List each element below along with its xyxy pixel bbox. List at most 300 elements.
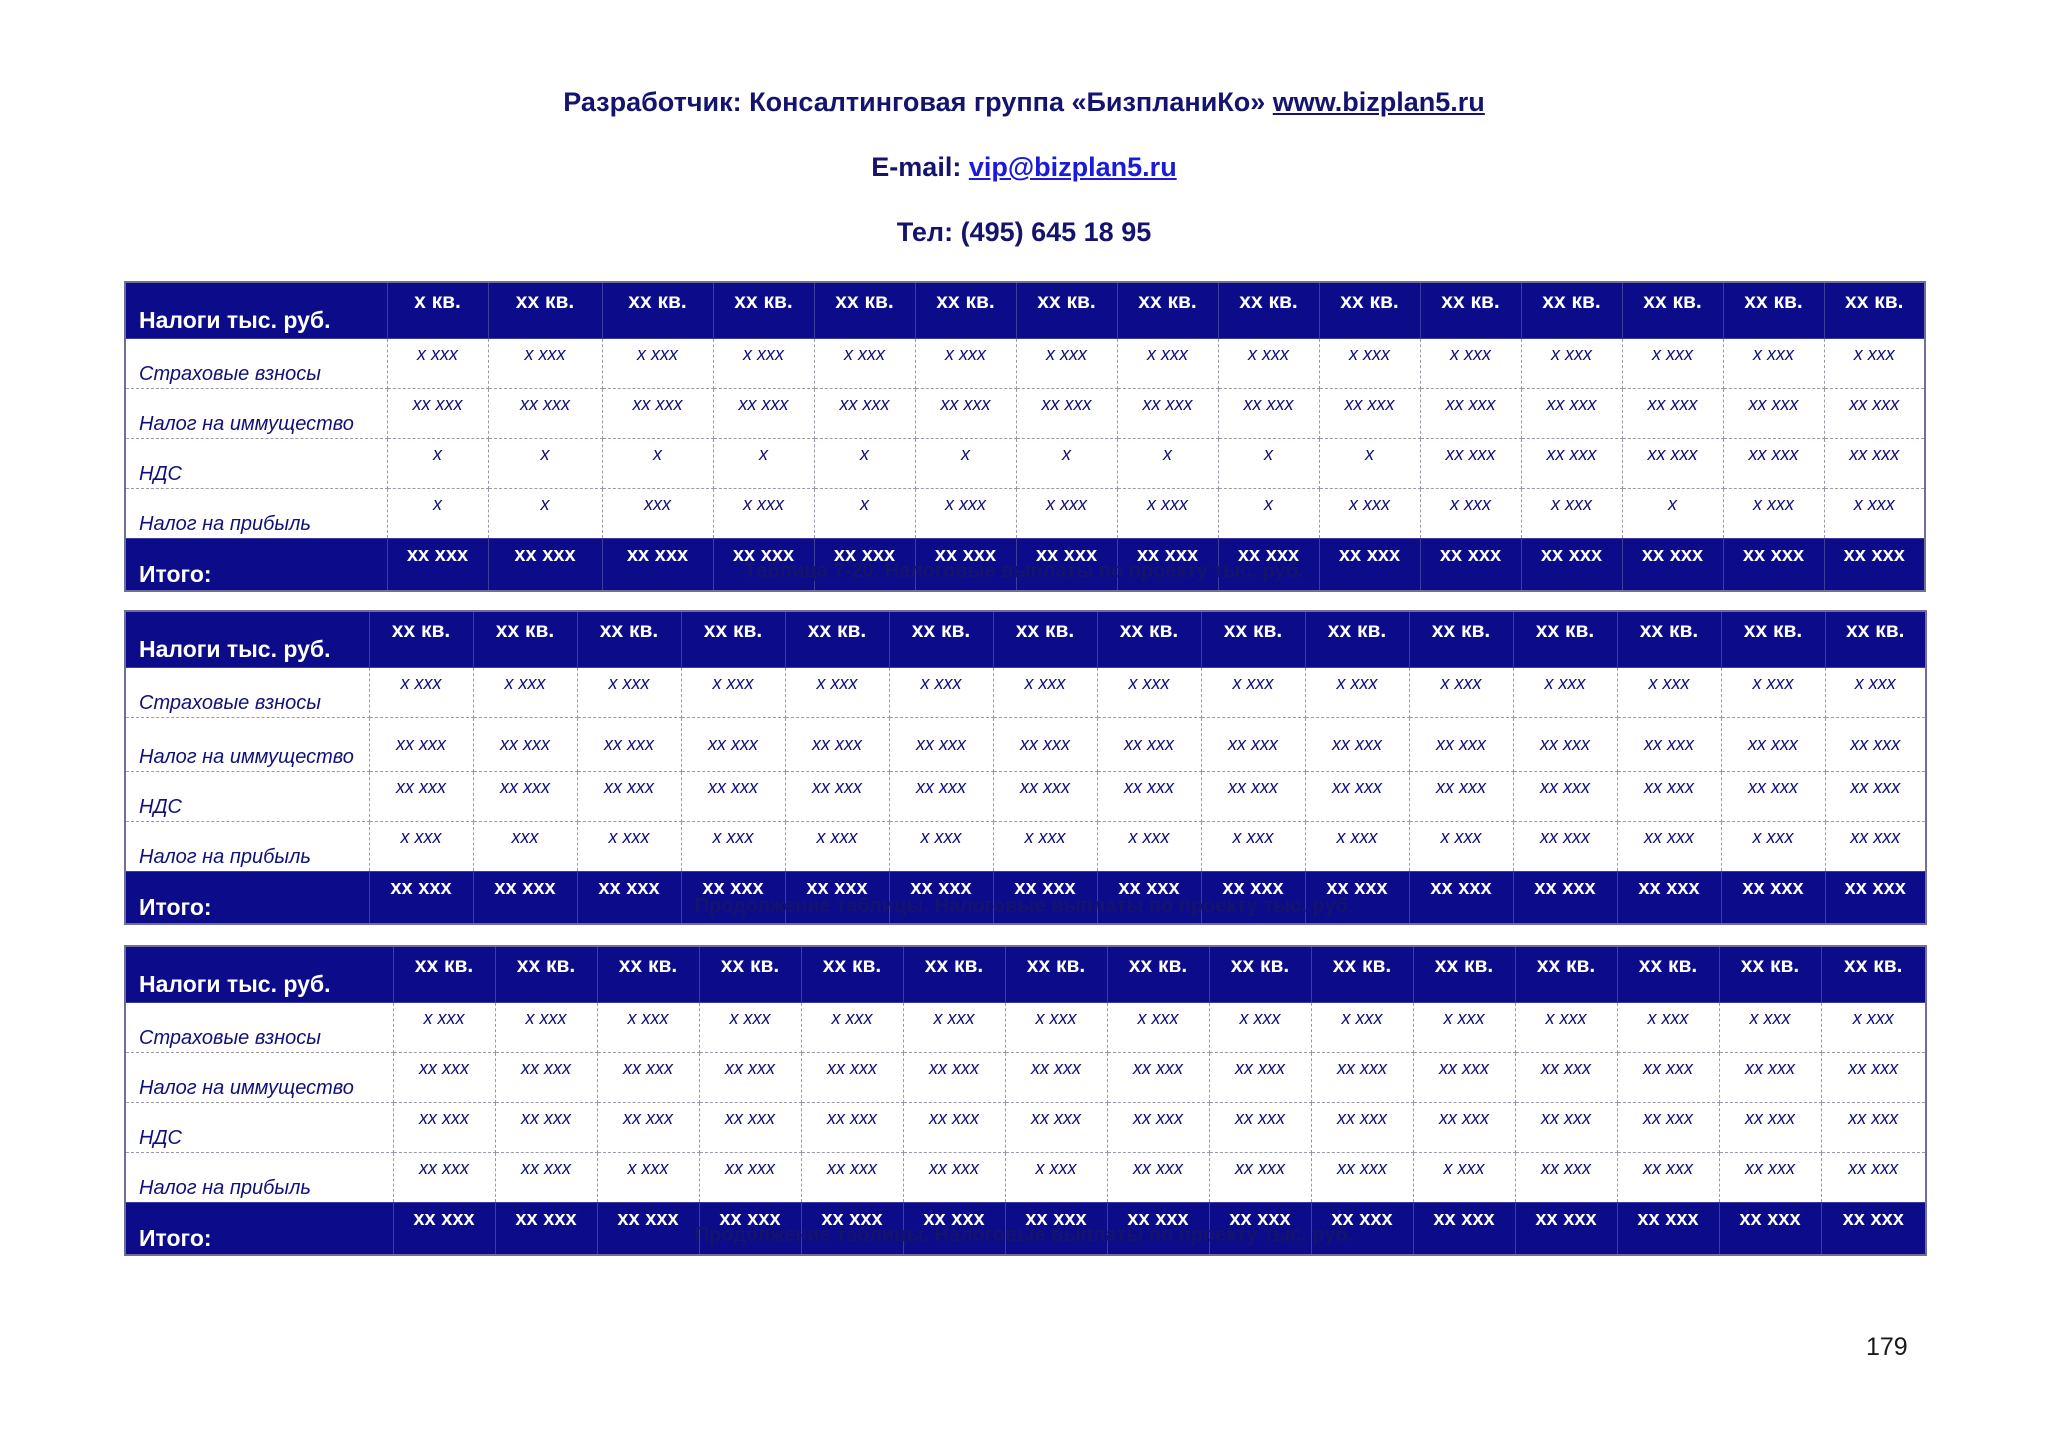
table-cell: xx xxx xyxy=(1617,1153,1719,1203)
table-cell: x xxx xyxy=(814,339,915,389)
quarter-header: xx кв. xyxy=(369,611,473,668)
table-cell: x xxx xyxy=(903,1003,1005,1053)
email-label: E-mail: xyxy=(871,152,969,182)
table-cell: xx xxx xyxy=(1107,1103,1209,1153)
table-cell: xx xxx xyxy=(1420,439,1521,489)
table-cell: xx xxx xyxy=(1622,439,1723,489)
row-label: Налог на прибыль xyxy=(125,1153,393,1203)
quarter-header: xx кв. xyxy=(1513,611,1617,668)
table-cell: xx xxx xyxy=(1005,1103,1107,1153)
table-cell: x xxx xyxy=(785,668,889,718)
quarter-header: xx кв. xyxy=(903,946,1005,1003)
table-row xyxy=(125,1003,1926,1053)
table-cell: xx xxx xyxy=(1311,1153,1413,1203)
table-cell: xx xxx xyxy=(681,718,785,772)
table-cell: xx xxx xyxy=(785,772,889,822)
table-cell: xx xxx xyxy=(1617,718,1721,772)
table-cell: x xxx xyxy=(602,339,713,389)
total-cell: xx xxx xyxy=(713,539,814,592)
row-label: Налог на иммущество xyxy=(125,1053,393,1103)
table-cell: x xxx xyxy=(1420,489,1521,539)
total-cell: xx xxx xyxy=(993,872,1097,925)
quarter-header: xx кв. xyxy=(495,946,597,1003)
table-cell: x xxx xyxy=(1311,1003,1413,1053)
table-cell: xx xxx xyxy=(1821,1103,1926,1153)
table-row xyxy=(125,439,1925,489)
table-cell: x xyxy=(488,489,602,539)
row-label: Страховые взносы xyxy=(125,1003,393,1053)
total-cell: xx xxx xyxy=(801,1203,903,1256)
table-cell: x xxx xyxy=(369,822,473,872)
table-cell: xx xxx xyxy=(393,1103,495,1153)
table-cell: x xxx xyxy=(1723,489,1824,539)
total-cell: xx xxx xyxy=(1117,539,1218,592)
total-cell: xx xxx xyxy=(1016,539,1117,592)
total-cell: xx xxx xyxy=(1719,1203,1821,1256)
table-cell: x xxx xyxy=(713,489,814,539)
table-cell: xx xxx xyxy=(369,772,473,822)
table-cell: xx xxx xyxy=(473,772,577,822)
table-cell: xx xxx xyxy=(1821,1053,1926,1103)
table-cell: xx xxx xyxy=(1201,772,1305,822)
table-cell: x xxx xyxy=(1409,668,1513,718)
table-cell: x xxx xyxy=(1016,489,1117,539)
table-cell: xx xxx xyxy=(1824,389,1925,439)
table-cell: x xyxy=(814,439,915,489)
quarter-header: xx кв. xyxy=(1821,946,1926,1003)
table-cell: xx xxx xyxy=(903,1153,1005,1203)
table-row xyxy=(125,389,1925,439)
table-cell: x xxx xyxy=(699,1003,801,1053)
table-cell: xx xxx xyxy=(369,718,473,772)
table-cell: xx xxx xyxy=(597,1053,699,1103)
total-cell: xx xxx xyxy=(1413,1203,1515,1256)
quarter-header: xx кв. xyxy=(713,282,814,339)
table-cell: xx xxx xyxy=(1413,1103,1515,1153)
table-row xyxy=(125,1053,1926,1103)
developer-line xyxy=(0,87,2048,118)
table-cell: xx xxx xyxy=(1521,389,1622,439)
total-cell: xx xxx xyxy=(915,539,1016,592)
total-cell: xx xxx xyxy=(1521,539,1622,592)
table-cell: xx xxx xyxy=(1097,772,1201,822)
table-cell: x xxx xyxy=(1723,339,1824,389)
table-cell: xx xxx xyxy=(1719,1053,1821,1103)
table-cell: xx xxx xyxy=(1515,1103,1617,1153)
table-cell: xx xxx xyxy=(889,718,993,772)
total-cell: xx xxx xyxy=(1097,872,1201,925)
table-cell: xx xxx xyxy=(488,389,602,439)
total-cell: xx xxx xyxy=(1311,1203,1413,1256)
table-cell: xx xxx xyxy=(1825,718,1926,772)
table-cell: xx xxx xyxy=(1513,718,1617,772)
table-cell: xx xxx xyxy=(1311,1053,1413,1103)
quarter-header: xx кв. xyxy=(1311,946,1413,1003)
quarter-header: xx кв. xyxy=(1201,611,1305,668)
table-cell: x xyxy=(1218,489,1319,539)
table-cell: xx xxx xyxy=(1721,772,1825,822)
table-cell: xxx xyxy=(602,489,713,539)
quarter-header: xx кв. xyxy=(577,611,681,668)
total-cell: xx xxx xyxy=(699,1203,801,1256)
table-cell: x xxx xyxy=(1218,339,1319,389)
table-cell: xx xxx xyxy=(1107,1053,1209,1103)
table-cell: xx xxx xyxy=(1521,439,1622,489)
total-cell: xx xxx xyxy=(1721,872,1825,925)
quarter-header: xx кв. xyxy=(1107,946,1209,1003)
table-cell: xx xxx xyxy=(1617,1103,1719,1153)
table-cell: x xxx xyxy=(473,668,577,718)
total-label: Итого: xyxy=(125,872,369,925)
table-cell: xx xxx xyxy=(1825,822,1926,872)
total-cell: xx xxx xyxy=(1409,872,1513,925)
table-cell: xx xxx xyxy=(1420,389,1521,439)
table-cell: x xxx xyxy=(597,1003,699,1053)
table-caption: Продолжение таблицы. Налоговые выплаты по проекту тыс. руб. xyxy=(694,1224,1354,1246)
table-cell: x xxx xyxy=(1319,489,1420,539)
row-label: Налог на иммущество xyxy=(125,718,369,772)
table-cell: xx xxx xyxy=(801,1153,903,1203)
table-cell: x xxx xyxy=(889,668,993,718)
quarter-header: xx кв. xyxy=(473,611,577,668)
table-cell: x xxx xyxy=(1016,339,1117,389)
row-label: НДС xyxy=(125,439,387,489)
row-header-label: Налоги тыс. руб. xyxy=(125,611,369,668)
quarter-header: xx кв. xyxy=(1521,282,1622,339)
total-cell: xx xxx xyxy=(1821,1203,1926,1256)
table-cell: x xxx xyxy=(1319,339,1420,389)
table-cell: x xxx xyxy=(1201,668,1305,718)
table-cell: x xxx xyxy=(1201,822,1305,872)
row-header-label: Налоги тыс. руб. xyxy=(125,282,387,339)
table-cell: x xyxy=(387,489,488,539)
table-cell: x xxx xyxy=(577,668,681,718)
quarter-header: xx кв. xyxy=(699,946,801,1003)
row-label: Страховые взносы xyxy=(125,668,369,718)
quarter-header: xx кв. xyxy=(1622,282,1723,339)
quarter-header: xx кв. xyxy=(1617,611,1721,668)
quarter-header: xx кв. xyxy=(1413,946,1515,1003)
table-cell: xx xxx xyxy=(1209,1103,1311,1153)
table-cell: xx xxx xyxy=(1515,1153,1617,1203)
total-cell: xx xxx xyxy=(681,872,785,925)
quarter-header: xx кв. xyxy=(1721,611,1825,668)
table-cell: x xxx xyxy=(1097,668,1201,718)
row-label: Налог на прибыль xyxy=(125,489,387,539)
table-cell: x xxx xyxy=(1107,1003,1209,1053)
email-link[interactable]: vip@bizplan5.ru xyxy=(968,152,1177,182)
total-cell: xx xxx xyxy=(1305,872,1409,925)
table-cell: xx xxx xyxy=(495,1053,597,1103)
table-cell: xx xxx xyxy=(1305,772,1409,822)
total-cell: xx xxx xyxy=(785,872,889,925)
quarter-header: xx кв. xyxy=(1617,946,1719,1003)
table-cell: x xxx xyxy=(1825,668,1926,718)
table-cell: xx xxx xyxy=(889,772,993,822)
table-cell: xx xxx xyxy=(1218,389,1319,439)
table-cell: xx xxx xyxy=(1107,1153,1209,1203)
table-caption: Таблица 7-20. Налоговые выплаты по проекту тыс. руб. xyxy=(744,560,1304,582)
table-cell: x xyxy=(814,489,915,539)
table-row xyxy=(125,718,1926,772)
table-cell: x xxx xyxy=(577,822,681,872)
row-label: НДС xyxy=(125,772,369,822)
table-cell: x xyxy=(488,439,602,489)
table-cell: xx xxx xyxy=(473,718,577,772)
total-cell: xx xxx xyxy=(1209,1203,1311,1256)
tax-table-3 xyxy=(124,945,1927,1256)
table-cell: xx xxx xyxy=(387,389,488,439)
table-cell: xx xxx xyxy=(1515,1053,1617,1103)
table-cell: xx xxx xyxy=(1723,439,1824,489)
quarter-header: xx кв. xyxy=(1319,282,1420,339)
quarter-header: xx кв. xyxy=(488,282,602,339)
total-cell: xx xxx xyxy=(903,1203,1005,1256)
row-label: НДС xyxy=(125,1103,393,1153)
table-cell: x xxx xyxy=(1521,489,1622,539)
quarter-header: xx кв. xyxy=(889,611,993,668)
row-label: Налог на иммущество xyxy=(125,389,387,439)
table-cell: x xxx xyxy=(1824,489,1925,539)
table-caption: Продолжение таблицы. Налоговые выплаты по проекту тыс. руб. xyxy=(694,895,1354,917)
total-cell: xx xxx xyxy=(1825,872,1926,925)
table-cell: xx xxx xyxy=(577,718,681,772)
table-cell: x xyxy=(1319,439,1420,489)
table-cell: xx xxx xyxy=(1824,439,1925,489)
table-cell: xx xxx xyxy=(1513,822,1617,872)
table-cell: x xxx xyxy=(1117,339,1218,389)
quarter-header: xx кв. xyxy=(1218,282,1319,339)
total-cell: xx xxx xyxy=(488,539,602,592)
table-cell: xx xxx xyxy=(699,1053,801,1103)
table-cell: x xxx xyxy=(369,668,473,718)
quarter-header: xx кв. xyxy=(602,282,713,339)
total-cell: xx xxx xyxy=(1617,1203,1719,1256)
table-cell: xx xxx xyxy=(1413,1053,1515,1103)
total-cell: xx xxx xyxy=(1515,1203,1617,1256)
total-cell: xx xxx xyxy=(1201,872,1305,925)
total-cell: xx xxx xyxy=(387,539,488,592)
table-cell: xx xxx xyxy=(713,389,814,439)
table-cell: xx xxx xyxy=(1821,1153,1926,1203)
table-row xyxy=(125,1153,1926,1203)
table-cell: x xyxy=(1218,439,1319,489)
total-cell: xx xxx xyxy=(473,872,577,925)
quarter-header: x кв. xyxy=(387,282,488,339)
row-label: Страховые взносы xyxy=(125,339,387,389)
quarter-header: xx кв. xyxy=(1097,611,1201,668)
quarter-header: xx кв. xyxy=(1409,611,1513,668)
table-cell: xx xxx xyxy=(1319,389,1420,439)
quarter-header: xx кв. xyxy=(1723,282,1824,339)
table-cell: xx xxx xyxy=(1209,1053,1311,1103)
phone-line: Тел: (495) 645 18 95 xyxy=(896,217,1152,247)
table-cell: x xxx xyxy=(1097,822,1201,872)
table-cell: x xxx xyxy=(889,822,993,872)
total-cell: xx xxx xyxy=(369,872,473,925)
table-cell: xx xxx xyxy=(903,1103,1005,1153)
total-cell: xx xxx xyxy=(597,1203,699,1256)
table-cell: x xxx xyxy=(1005,1153,1107,1203)
table-cell: x xxx xyxy=(1413,1003,1515,1053)
quarter-header: xx кв. xyxy=(785,611,889,668)
table-cell: x xxx xyxy=(393,1003,495,1053)
quarter-header: xx кв. xyxy=(1209,946,1311,1003)
total-cell: xx xxx xyxy=(1622,539,1723,592)
total-cell: xx xxx xyxy=(814,539,915,592)
table-cell: x xxx xyxy=(1721,668,1825,718)
table-cell: x xxx xyxy=(1005,1003,1107,1053)
table-cell: x xyxy=(915,439,1016,489)
total-cell: xx xxx xyxy=(889,872,993,925)
table-cell: x xyxy=(602,439,713,489)
quarter-header: xx кв. xyxy=(801,946,903,1003)
table-cell: xx xxx xyxy=(993,718,1097,772)
website-link[interactable]: www.bizplan5.ru xyxy=(1272,87,1485,117)
table-row xyxy=(125,772,1926,822)
quarter-header: xx кв. xyxy=(681,611,785,668)
table-cell: xx xxx xyxy=(1016,389,1117,439)
page-number: 179 xyxy=(1866,1333,1908,1361)
total-cell: xx xxx xyxy=(602,539,713,592)
total-cell: xx xxx xyxy=(1319,539,1420,592)
table-cell: xx xxx xyxy=(597,1103,699,1153)
total-cell: xx xxx xyxy=(577,872,681,925)
table-cell: x xxx xyxy=(1305,822,1409,872)
total-cell: xx xxx xyxy=(1723,539,1824,592)
total-label: Итого: xyxy=(125,1203,393,1256)
table-cell: x xxx xyxy=(1209,1003,1311,1053)
table-cell: xx xxx xyxy=(1209,1153,1311,1203)
table-cell: xx xxx xyxy=(699,1103,801,1153)
email-line xyxy=(0,152,2048,183)
quarter-header: xx кв. xyxy=(1005,946,1107,1003)
table-cell: x xxx xyxy=(801,1003,903,1053)
table-cell: xx xxx xyxy=(602,389,713,439)
table-cell: xx xxx xyxy=(577,772,681,822)
table-cell: x xxx xyxy=(1305,668,1409,718)
table-header-row xyxy=(125,611,1926,668)
table-cell: x xxx xyxy=(785,822,889,872)
table-cell: xx xxx xyxy=(1617,1053,1719,1103)
table-cell: xx xxx xyxy=(1723,389,1824,439)
table-cell: x xxx xyxy=(1521,339,1622,389)
table-cell: xx xxx xyxy=(1721,718,1825,772)
table-row xyxy=(125,489,1925,539)
table-cell: x xxx xyxy=(1420,339,1521,389)
table-cell: xx xxx xyxy=(1005,1053,1107,1103)
table-cell: x xxx xyxy=(681,668,785,718)
table-cell: xx xxx xyxy=(1719,1153,1821,1203)
table-header-row xyxy=(125,946,1926,1003)
table-cell: xx xxx xyxy=(1409,772,1513,822)
table-header-row xyxy=(125,282,1925,339)
table-cell: x xxx xyxy=(488,339,602,389)
table-cell: x xxx xyxy=(1413,1153,1515,1203)
table-cell: x xyxy=(1622,489,1723,539)
table-cell: x xxx xyxy=(915,339,1016,389)
table-cell: x xxx xyxy=(1117,489,1218,539)
tax-table-1 xyxy=(124,281,1926,592)
table-cell: xx xxx xyxy=(1622,389,1723,439)
quarter-header: xx кв. xyxy=(1117,282,1218,339)
table-cell: xx xxx xyxy=(1825,772,1926,822)
tax-table-2 xyxy=(124,610,1927,925)
table-cell: xx xxx xyxy=(1097,718,1201,772)
quarter-header: xx кв. xyxy=(814,282,915,339)
table-cell: x xyxy=(1016,439,1117,489)
table-cell: xx xxx xyxy=(785,718,889,772)
table-cell: x xxx xyxy=(1409,822,1513,872)
table-cell: xx xxx xyxy=(993,772,1097,822)
table-cell: x xxx xyxy=(993,668,1097,718)
developer-text: Разработчик: Консалтинговая группа «БизпланиКо» xyxy=(563,87,1273,117)
table-cell: x xxx xyxy=(915,489,1016,539)
table-cell: x xxx xyxy=(1617,1003,1719,1053)
total-cell: xx xxx xyxy=(1107,1203,1209,1256)
total-cell: xx xxx xyxy=(495,1203,597,1256)
table-cell: xx xxx xyxy=(1201,718,1305,772)
table-cell: x xxx xyxy=(1513,668,1617,718)
table-cell: x xyxy=(1117,439,1218,489)
table-row xyxy=(125,339,1925,389)
total-cell: xx xxx xyxy=(1218,539,1319,592)
table-cell: x xxx xyxy=(1617,668,1721,718)
table-cell: xx xxx xyxy=(495,1153,597,1203)
table-cell: x xyxy=(713,439,814,489)
quarter-header: xx кв. xyxy=(1016,282,1117,339)
table-cell: xx xxx xyxy=(1117,389,1218,439)
table-row xyxy=(125,668,1926,718)
table-cell: xx xxx xyxy=(393,1053,495,1103)
quarter-header: xx кв. xyxy=(597,946,699,1003)
table-cell: x xxx xyxy=(993,822,1097,872)
table-row xyxy=(125,1103,1926,1153)
table-cell: xx xxx xyxy=(681,772,785,822)
total-cell: xx xxx xyxy=(1617,872,1721,925)
table-cell: xx xxx xyxy=(495,1103,597,1153)
table-cell: xx xxx xyxy=(1311,1103,1413,1153)
table-cell: xx xxx xyxy=(1719,1103,1821,1153)
total-cell: xx xxx xyxy=(1420,539,1521,592)
table-cell: x xxx xyxy=(387,339,488,389)
table-cell: xx xxx xyxy=(1409,718,1513,772)
table-cell: x xxx xyxy=(1824,339,1925,389)
table-cell: x xxx xyxy=(495,1003,597,1053)
quarter-header: xx кв. xyxy=(1420,282,1521,339)
quarter-header: xx кв. xyxy=(1515,946,1617,1003)
table-cell: x xxx xyxy=(1515,1003,1617,1053)
quarter-header: xx кв. xyxy=(915,282,1016,339)
row-label: Налог на прибыль xyxy=(125,822,369,872)
total-cell: xx xxx xyxy=(1824,539,1925,592)
total-cell: xx xxx xyxy=(1005,1203,1107,1256)
row-header-label: Налоги тыс. руб. xyxy=(125,946,393,1003)
table-cell: x xxx xyxy=(681,822,785,872)
table-cell: xx xxx xyxy=(801,1103,903,1153)
quarter-header: xx кв. xyxy=(993,611,1097,668)
table-cell: x xxx xyxy=(1719,1003,1821,1053)
table-cell: xxx xyxy=(473,822,577,872)
table-cell: xx xxx xyxy=(393,1153,495,1203)
table-cell: x xxx xyxy=(713,339,814,389)
table-cell: xx xxx xyxy=(1513,772,1617,822)
table-row xyxy=(125,822,1926,872)
table-cell: xx xxx xyxy=(1617,822,1721,872)
quarter-header: xx кв. xyxy=(1719,946,1821,1003)
table-cell: x xxx xyxy=(1821,1003,1926,1053)
table-cell: xx xxx xyxy=(814,389,915,439)
